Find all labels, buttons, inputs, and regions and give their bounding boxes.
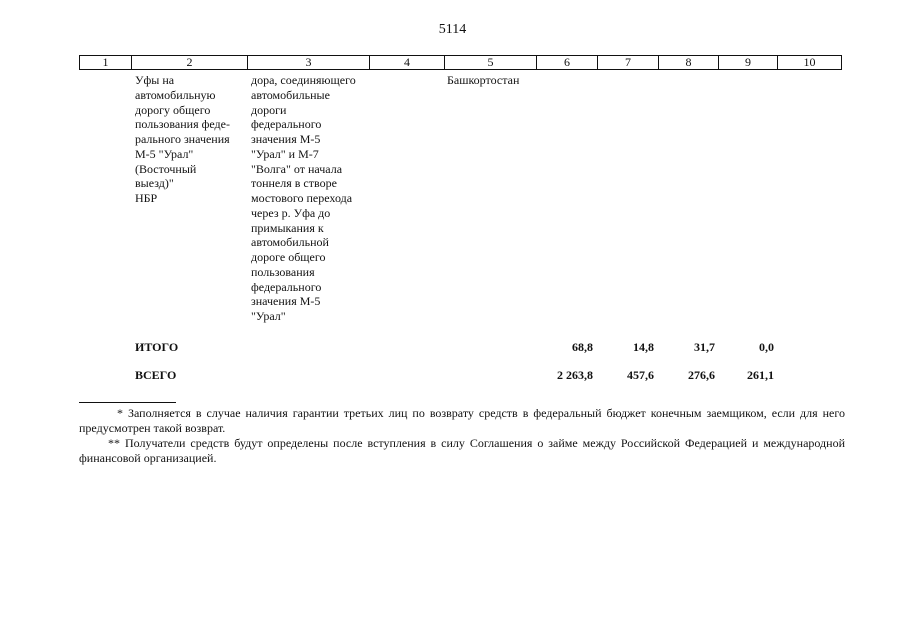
column-number-6: 6 [537, 56, 598, 70]
subtotal-label: ИТОГО [135, 340, 179, 354]
column-number-3: 3 [248, 56, 370, 70]
subtotal-col9: 0,0 [759, 340, 774, 354]
column-number-5: 5 [445, 56, 537, 70]
subtotal-row [0, 340, 905, 356]
footnote-divider [79, 402, 176, 403]
column-number-8: 8 [659, 56, 719, 70]
grand-total-col6: 2 263,8 [557, 368, 593, 382]
column-number-10: 10 [778, 56, 842, 70]
region-cell: Башкортостан [447, 73, 520, 87]
subtotal-col8: 31,7 [694, 340, 715, 354]
column-number-4: 4 [370, 56, 445, 70]
column-number-9: 9 [719, 56, 778, 70]
page-number: 5114 [438, 22, 467, 37]
grand-total-row [0, 368, 905, 384]
grand-total-col9: 261,1 [747, 368, 774, 382]
object-description-cell: дора, соединяющего автомобильные дороги федерального значения М-5 "Урал" и М-7 "Волга" от начала тоннеля в створе мостового перехода через р. Уфа до примыкания к автомобильной дороге общего пользования федерального значения М-5 "Урал" [251, 73, 356, 323]
footnote-guarantee: * Заполняется в случае наличия гарантии третьих лиц по возврату средств в федеральный бюджет конечным заемщиком, если для него предусмотрен такой возврат. [79, 406, 845, 435]
column-number-7: 7 [598, 56, 659, 70]
grand-total-col7: 457,6 [627, 368, 654, 382]
grand-total-col8: 276,6 [688, 368, 715, 382]
subtotal-col6: 68,8 [572, 340, 593, 354]
footnote-recipients: ** Получатели средств будут определены после вступления в силу Соглашения о займе между Российской Федерацией и международной финансовой организацией. [79, 436, 845, 465]
column-number-2: 2 [132, 56, 248, 70]
grand-total-label: ВСЕГО [135, 368, 177, 382]
object-name-cell: Уфы на автомобильную дорогу общего пользования феде- рального значения М-5 "Урал" (Восточный выезд)" НБР [135, 73, 230, 205]
column-number-header [79, 55, 842, 70]
column-number-1: 1 [80, 56, 132, 70]
subtotal-col7: 14,8 [633, 340, 654, 354]
